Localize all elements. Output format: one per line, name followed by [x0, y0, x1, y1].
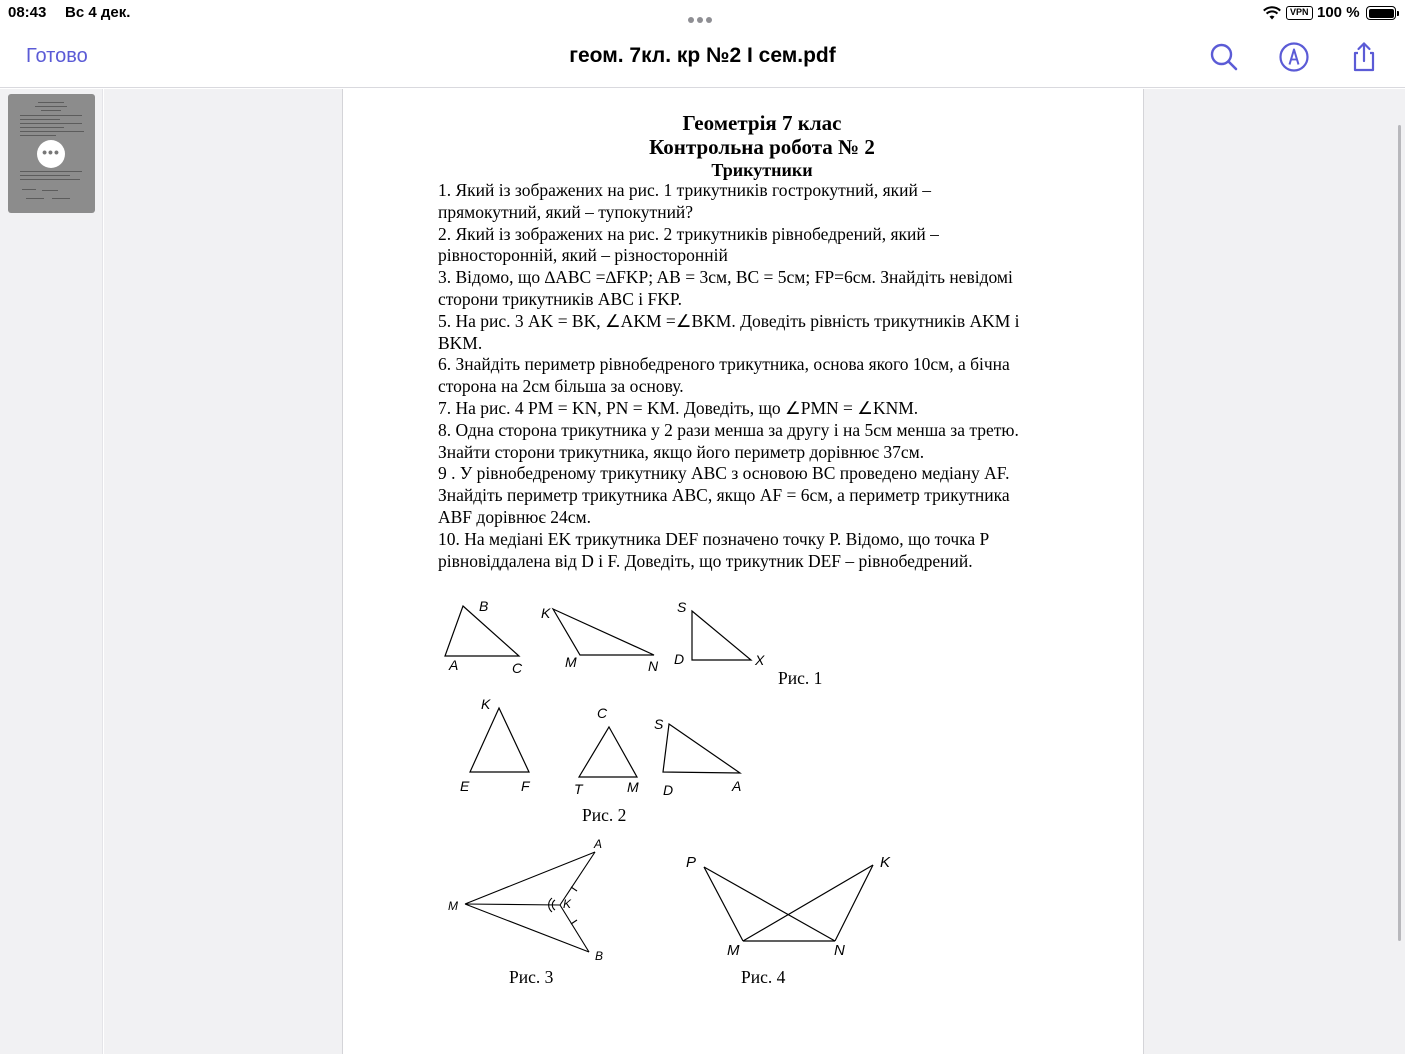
task-line: рівносторонній, який – різносторонній	[438, 245, 728, 266]
fig-label: C	[512, 660, 523, 676]
fig-label: S	[654, 716, 664, 732]
fig-label: S	[677, 599, 687, 615]
fig-label: A	[594, 837, 603, 851]
figure-1	[445, 606, 751, 660]
task-line: 1. Який із зображених на рис. 1 трикутників гострокутний, який –	[438, 180, 931, 200]
fig-label: B	[595, 949, 604, 963]
task-line: 5. На рис. 3 AK = BK, ∠AKM =∠BKM. Доведіть рівність трикутників AKM і	[438, 310, 1020, 331]
fig-label: K	[541, 605, 551, 621]
task-line: Знайдіть периметр трикутника ABC, якщо AF = 6см, а периметр трикутника	[438, 485, 1010, 506]
task-line: 3. Відомо, що ∆ABC =∆FKP; AB = 3см, BC = 5см; FP=6см. Знайдіть невідомі	[438, 267, 1013, 288]
task-line: Знайти сторони трикутника, якщо його периметр дорівнює 37см.	[438, 441, 925, 462]
fig-label: A	[732, 778, 742, 794]
fig-label: C	[597, 705, 608, 721]
fig-label: K	[880, 854, 891, 871]
fig-label: F	[521, 778, 530, 794]
fig-label: X	[755, 652, 765, 668]
markup-icon[interactable]	[1277, 40, 1311, 74]
task-line: сторони трикутників ABC і FKP.	[438, 288, 683, 309]
search-icon[interactable]	[1207, 40, 1241, 74]
fig-label: P	[686, 854, 697, 871]
figure-caption: Рис. 1	[778, 668, 823, 688]
triangle-sda	[663, 724, 740, 773]
figure-4	[704, 865, 873, 941]
multitasking-dots-icon[interactable]	[688, 10, 718, 20]
triangle-kmn	[553, 609, 654, 655]
task-line: 10. На медіані EK трикутника DEF позначено точку P. Відомо, що точка P	[438, 528, 990, 549]
status-bar	[0, 0, 1405, 28]
page-thumbnail[interactable]	[8, 94, 95, 213]
wifi-icon	[1262, 5, 1282, 21]
fig-label: M	[565, 654, 577, 670]
figure-4-labels	[686, 854, 891, 959]
doc-topic: Трикутники	[711, 160, 813, 180]
fig-label: N	[648, 658, 659, 674]
task-line: 8. Одна сторона трикутника у 2 рази менша за другу і на 5см менша за третю.	[438, 419, 1019, 440]
triangle-ctm	[579, 727, 637, 777]
task-line: сторона на 2см більша за основу.	[438, 376, 684, 397]
vpn-badge: VPN	[1286, 6, 1313, 20]
fig-label: M	[627, 779, 639, 795]
tick-mark	[571, 920, 577, 924]
figure-3-labels	[448, 837, 603, 963]
doc-title: Геометрія 7 клас	[682, 111, 842, 135]
triangle-kef	[470, 708, 529, 772]
figure-1-labels	[448, 598, 765, 676]
fig-label: M	[448, 899, 458, 913]
scrollbar[interactable]	[1398, 125, 1401, 941]
done-button[interactable]: Готово	[26, 45, 88, 67]
fig-label: K	[563, 897, 572, 911]
task-line: 7. На рис. 4 PM = KN, PN = KM. Доведіть, що ∠PMN = ∠KNM.	[438, 397, 919, 418]
pdf-page	[342, 89, 1144, 1054]
doc-subtitle: Контрольна робота № 2	[649, 135, 875, 159]
fig-label: A	[449, 657, 459, 673]
document-area[interactable]	[104, 89, 1405, 1054]
tick-mark	[571, 887, 577, 891]
figure-caption: Рис. 2	[582, 805, 627, 825]
figure-caption: Рис. 4	[741, 967, 786, 987]
task-line: рівновіддалена від D і F. Доведіть, що трикутник DEF – рівнобедрений.	[438, 550, 973, 571]
battery-percent: 100 %	[1317, 4, 1360, 21]
nav-bar	[0, 28, 1405, 88]
fig-label: M	[727, 942, 740, 959]
fig-label: E	[460, 778, 470, 794]
figure-2-labels	[460, 696, 741, 798]
task-line: 9 . У рівнобедреному трикутнику ABC з основою BC проведено медіану AF.	[438, 463, 1010, 484]
status-date: Вс 4 дек.	[65, 4, 131, 21]
fig-label: N	[834, 942, 845, 959]
fig-label: D	[663, 782, 674, 798]
task-line: 2. Який із зображених на рис. 2 трикутників рівнобедрений, який –	[438, 223, 939, 244]
document-title: геом. 7кл. кр №2 I сем.pdf	[569, 44, 836, 67]
share-icon[interactable]	[1347, 40, 1381, 74]
figure-3	[465, 852, 595, 952]
task-line: ABF дорівнює 24см.	[438, 506, 591, 527]
status-time: 08:43	[8, 4, 47, 21]
fig-label: T	[574, 781, 583, 797]
task-line: прямокутний, який – тупокутний?	[438, 201, 694, 222]
thumbnail-more-button[interactable]: •••	[37, 140, 65, 168]
figure-caption: Рис. 3	[509, 967, 554, 987]
geometry-figures	[343, 89, 1143, 1054]
task-line: 6. Знайдіть периметр рівнобедреного трикутника, основа якого 10см, а бічна	[438, 354, 1010, 375]
fig-label: D	[674, 651, 685, 667]
battery-icon	[1366, 6, 1396, 20]
triangle-sdx	[692, 611, 751, 660]
fig-label: K	[481, 696, 491, 712]
thumbnail-sidebar	[0, 89, 103, 1054]
task-line: BKM.	[438, 332, 483, 353]
fig-label: B	[479, 598, 489, 614]
